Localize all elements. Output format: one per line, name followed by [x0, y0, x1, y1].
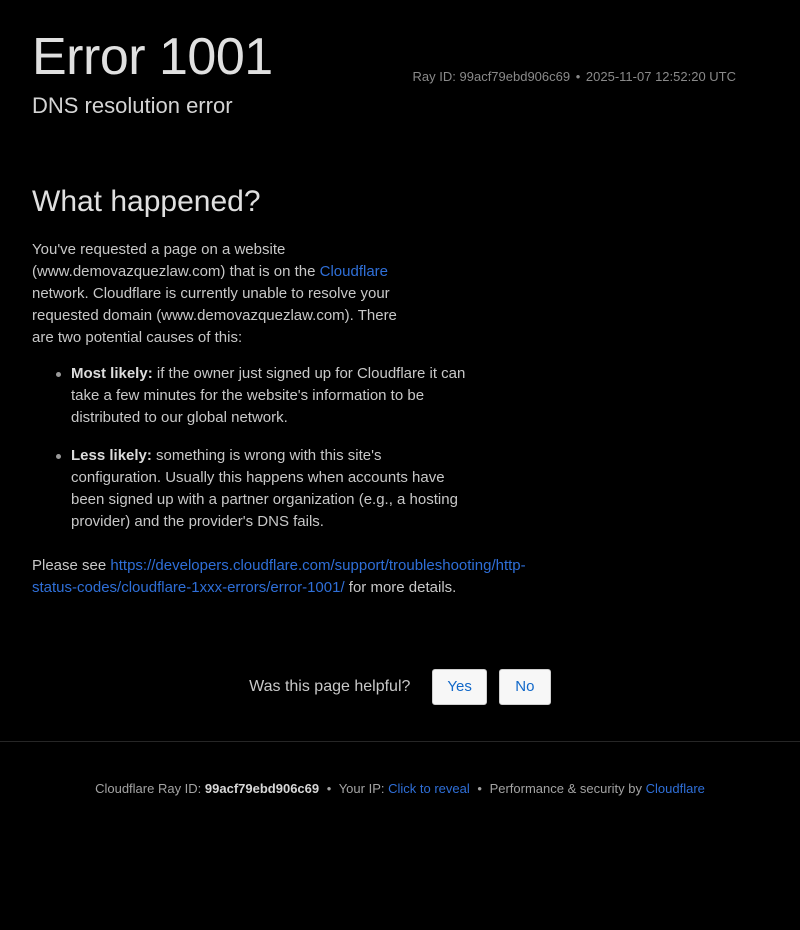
error-code: 1001 [159, 28, 273, 86]
footer-separator-1: • [326, 781, 332, 796]
cause-text: something is wrong with this site's configuration. Usually this happens when accounts have been signed up with a partner organization (e.g., a hosting provider) and the provider's DNS fails. [71, 447, 458, 530]
causes-list [32, 363, 768, 533]
error-subtitle: DNS resolution error [32, 93, 233, 118]
feedback-question: Was this page helpful? [249, 678, 411, 695]
explanation-paragraph [32, 239, 400, 349]
cause-label: Most likely: [71, 365, 153, 382]
ray-id-label: Ray ID: [412, 69, 456, 84]
page-title [32, 26, 273, 88]
footer-ip-label: Your IP: [338, 781, 385, 796]
what-happened-section [32, 121, 768, 599]
ray-id-value: 99acf79ebd906c69 [459, 69, 571, 84]
cause-label: Less likely: [71, 447, 152, 464]
ray-separator: • [575, 69, 581, 84]
see-more-suffix: for more details. [344, 579, 457, 596]
documentation-link[interactable]: https://developers.cloudflare.com/support/troubleshooting/http-status-codes/cloudflare-1xxx-errors/error-1001/ [32, 557, 526, 596]
footer-ray-label: Cloudflare Ray ID: [95, 781, 202, 796]
error-word: Error [32, 28, 146, 86]
error-header [32, 0, 768, 121]
footer-cloudflare-link[interactable]: Cloudflare [645, 781, 705, 796]
footer-separator-2: • [477, 781, 482, 796]
see-more-paragraph [32, 555, 532, 599]
feedback-no-button[interactable]: No [499, 669, 551, 705]
cause-text: if the owner just signed up for Cloudflare it can take a few minutes for the website's information to be distributed to our global network. [71, 365, 466, 426]
explanation-text-part1: You've requested a page on a website (www.demovazquezlaw.com) that is on the [32, 241, 320, 280]
feedback-yes-button[interactable]: Yes [432, 669, 486, 705]
see-more-prefix: Please see [32, 557, 111, 574]
page-footer [0, 742, 800, 798]
footer-ray-id: 99acf79ebd906c69 [204, 781, 320, 796]
list-item [32, 445, 471, 533]
ray-id-info [413, 68, 736, 86]
click-to-reveal-link[interactable]: Click to reveal [388, 781, 470, 796]
list-item [32, 363, 471, 429]
timestamp: 2025-11-07 12:52:20 UTC [585, 69, 736, 84]
feedback-section [32, 669, 768, 741]
section-title: What happened? [32, 185, 261, 218]
footer-performance-label: Performance & security by [489, 781, 643, 796]
explanation-text-part2: network. Cloudflare is currently unable to resolve your requested domain (www.demovazquezlaw.com). There are two potential causes of this: [32, 285, 397, 346]
cloudflare-link[interactable]: Cloudflare [319, 263, 389, 280]
